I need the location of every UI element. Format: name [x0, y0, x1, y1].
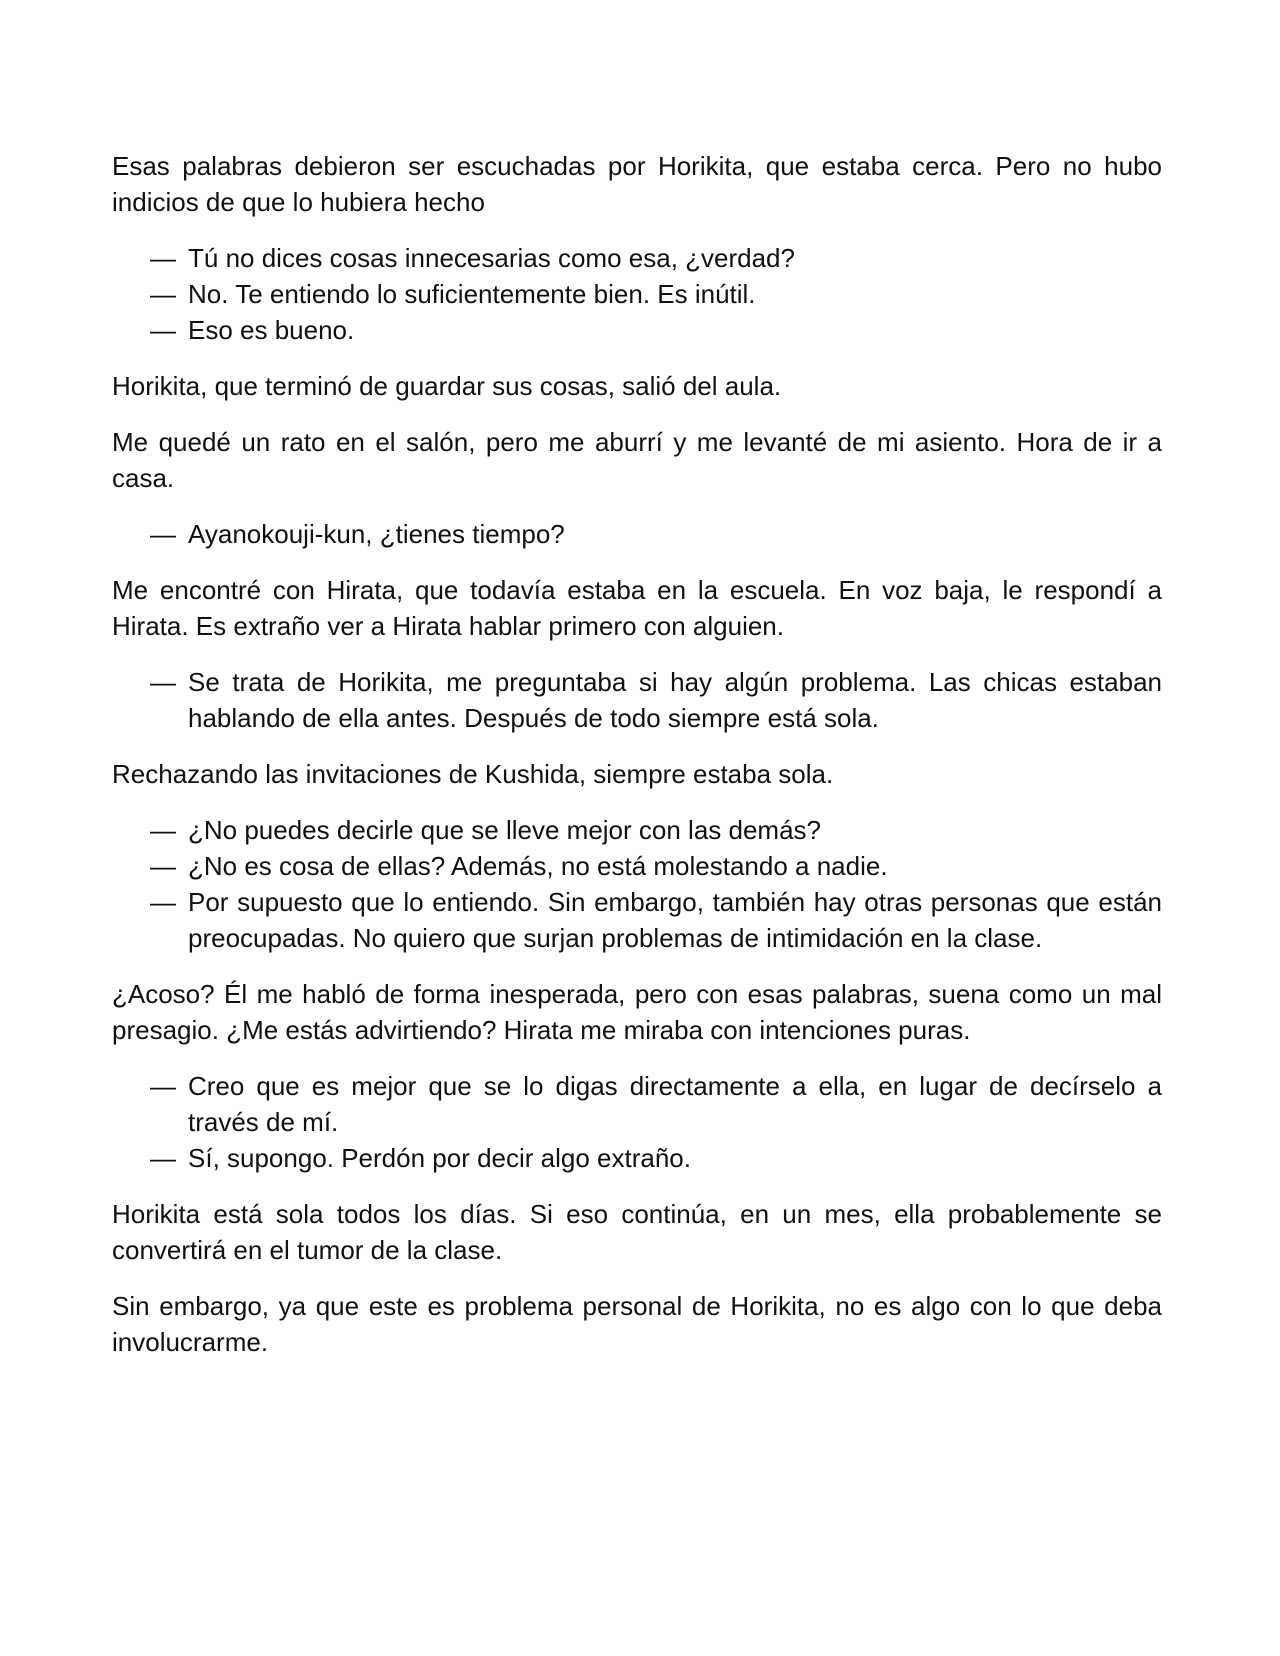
- document-page: [112, 148, 1162, 1380]
- paragraph: Me quedé un rato en el salón, pero me aburrí y me levanté de mi asiento. Hora de ir a casa.: [112, 427, 1162, 493]
- paragraph: ¿Acoso? Él me habló de forma inesperada, pero con esas palabras, suena como un mal presagio. ¿Me estás advirtiendo? Hirata me miraba con intenciones puras.: [112, 979, 1162, 1045]
- dash-glyph: —: [150, 243, 176, 273]
- dialogue-line: [150, 1140, 1162, 1176]
- dialogue-text: Por supuesto que lo entiendo. Sin embargo, también hay otras personas que están preocupadas. No quiero que surjan problemas de intimidación en la clase.: [188, 887, 1162, 953]
- dialogue-text: ¿No puedes decirle que se lleve mejor con las demás?: [188, 815, 822, 845]
- dash-glyph: —: [150, 315, 176, 345]
- dialogue-text: Se trata de Horikita, me preguntaba si hay algún problema. Las chicas estaban hablando de ella antes. Después de todo siempre está sola.: [188, 667, 1162, 733]
- dialogue-text: Creo que es mejor que se lo digas directamente a ella, en lugar de decírselo a través de mí.: [188, 1071, 1162, 1137]
- dialogue-text: Tú no dices cosas innecesarias como esa, ¿verdad?: [188, 243, 795, 273]
- dialogue-group: [150, 240, 1162, 348]
- dash-glyph: —: [150, 667, 176, 697]
- dialogue-text: Ayanokouji-kun, ¿tienes tiempo?: [188, 519, 565, 549]
- paragraph: Horikita está sola todos los días. Si eso continúa, en un mes, ella probablemente se convertirá en el tumor de la clase.: [112, 1199, 1162, 1265]
- dialogue-line: [150, 664, 1162, 736]
- dialogue-text: ¿No es cosa de ellas? Además, no está molestando a nadie.: [188, 851, 888, 881]
- dialogue-line: [150, 812, 1162, 848]
- paragraph: Sin embargo, ya que este es problema personal de Horikita, no es algo con lo que deba involucrarme.: [112, 1291, 1162, 1357]
- paragraph: Me encontré con Hirata, que todavía estaba en la escuela. En voz baja, le respondí a Hirata. Es extraño ver a Hirata hablar primero con alguien.: [112, 575, 1162, 641]
- dialogue-text: Sí, supongo. Perdón por decir algo extraño.: [188, 1143, 691, 1173]
- dialogue-line: [150, 240, 1162, 276]
- dialogue-line: [150, 848, 1162, 884]
- dialogue-group: [150, 516, 1162, 552]
- paragraph: Esas palabras debieron ser escuchadas por Horikita, que estaba cerca. Pero no hubo indicios de que lo hubiera hecho: [112, 151, 1162, 217]
- dialogue-group: [150, 664, 1162, 736]
- dialogue-line: [150, 516, 1162, 552]
- dialogue-line: [150, 312, 1162, 348]
- dialogue-line: [150, 1068, 1162, 1140]
- dash-glyph: —: [150, 279, 176, 309]
- dialogue-group: [150, 1068, 1162, 1176]
- dash-glyph: —: [150, 851, 176, 881]
- dash-glyph: —: [150, 1143, 176, 1173]
- dialogue-group: [150, 812, 1162, 956]
- dash-glyph: —: [150, 519, 176, 549]
- dialogue-line: [150, 884, 1162, 956]
- dialogue-text: Eso es bueno.: [188, 315, 355, 345]
- dash-glyph: —: [150, 815, 176, 845]
- paragraph: Rechazando las invitaciones de Kushida, siempre estaba sola.: [112, 759, 834, 789]
- dialogue-line: [150, 276, 1162, 312]
- dash-glyph: —: [150, 887, 176, 917]
- dialogue-text: No. Te entiendo lo suficientemente bien. Es inútil.: [188, 279, 756, 309]
- paragraph: Horikita, que terminó de guardar sus cosas, salió del aula.: [112, 371, 782, 401]
- dash-glyph: —: [150, 1071, 176, 1101]
